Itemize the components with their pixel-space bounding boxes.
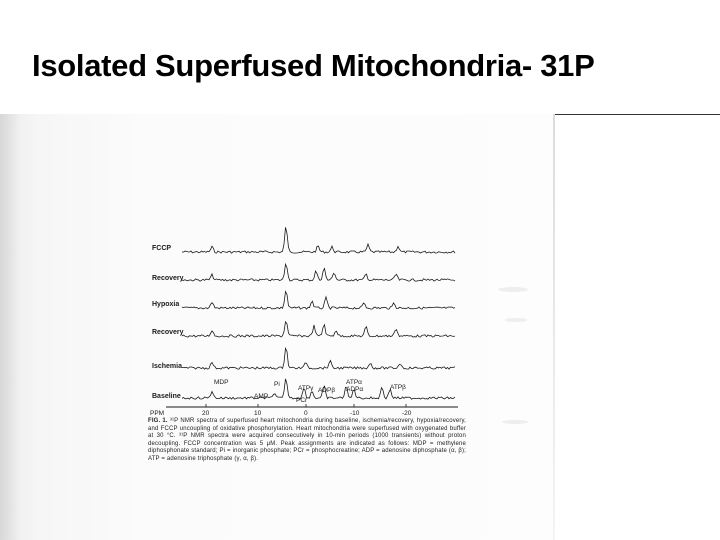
ppm-tick-minus-10: -10 — [350, 410, 360, 417]
spectra-traces — [182, 227, 455, 399]
spectrum-trace — [182, 264, 455, 281]
scan-smudge — [505, 318, 527, 322]
peak-label-atp-beta: ATPβ — [390, 384, 406, 391]
scan-edge — [553, 114, 555, 540]
title-divider — [553, 114, 720, 115]
nmr-spectra-figure — [146, 222, 466, 418]
peak-labels — [214, 379, 406, 404]
slide-title: Isolated Superfused Mitochondria- 31P — [32, 48, 595, 83]
peak-label-pcr: PCr — [296, 397, 308, 404]
trace-label-recovery-1: Recovery — [152, 275, 184, 282]
figure-number: FIG. 1. — [148, 418, 168, 424]
peak-label-mdp: MDP — [214, 379, 229, 386]
ppm-axis — [150, 404, 412, 417]
trace-label-ischemia: Ischemia — [152, 363, 182, 370]
trace-label-recovery-2: Recovery — [152, 329, 184, 336]
scan-smudge — [502, 420, 528, 424]
figure-caption-text: ³¹P NMR spectra of superfused heart mitochondria during baseline, ischemia/recovery, hypoxia/recovery, and FCCP uncoupling of oxidative phosphorylation. Heart mitochondria were superfused with oxygenated buffer at 30 °C. ³¹P NMR spectra were acquired consecutively in 10-min periods (1000 transients) without proton decoupling. FCCP concentration was 5 μM. Peak assignments are indicated as follows: MDP = methylene diphosphonate standard; Pi = inorganic phosphate; PCr = phosphocreatine; ADP = adenosine diphosphate (α, β); ATP = adenosine triphosphate (γ, α, β). — [148, 418, 466, 462]
spectrum-trace — [182, 348, 455, 369]
peak-label-adp-beta: ADPβ — [318, 387, 336, 394]
trace-label-baseline: Baseline — [152, 393, 181, 400]
ppm-tick-10: 10 — [254, 410, 262, 417]
ppm-axis-unit: PPM — [150, 410, 165, 417]
spectrum-trace — [182, 227, 455, 253]
scan-shadow — [0, 114, 20, 540]
spectrum-trace — [182, 292, 455, 310]
ppm-tick-0: 0 — [304, 410, 308, 417]
trace-labels — [152, 245, 184, 400]
peak-label-atp-alpha: ATPα — [346, 379, 362, 386]
spectrum-trace — [182, 322, 455, 337]
trace-label-fccp: FCCP — [152, 245, 172, 252]
peak-label-atp-gamma: ATPγ — [298, 385, 314, 392]
peak-label-amp: AMP — [254, 393, 269, 400]
ppm-tick-20: 20 — [202, 410, 210, 417]
figure-caption — [148, 418, 466, 463]
peak-label-pi: Pi — [274, 381, 280, 388]
ppm-tick-minus-20: -20 — [402, 410, 412, 417]
scan-smudge — [498, 287, 528, 292]
peak-label-adp-alpha: ADPα — [346, 386, 364, 393]
trace-label-hypoxia: Hypoxia — [152, 301, 180, 308]
